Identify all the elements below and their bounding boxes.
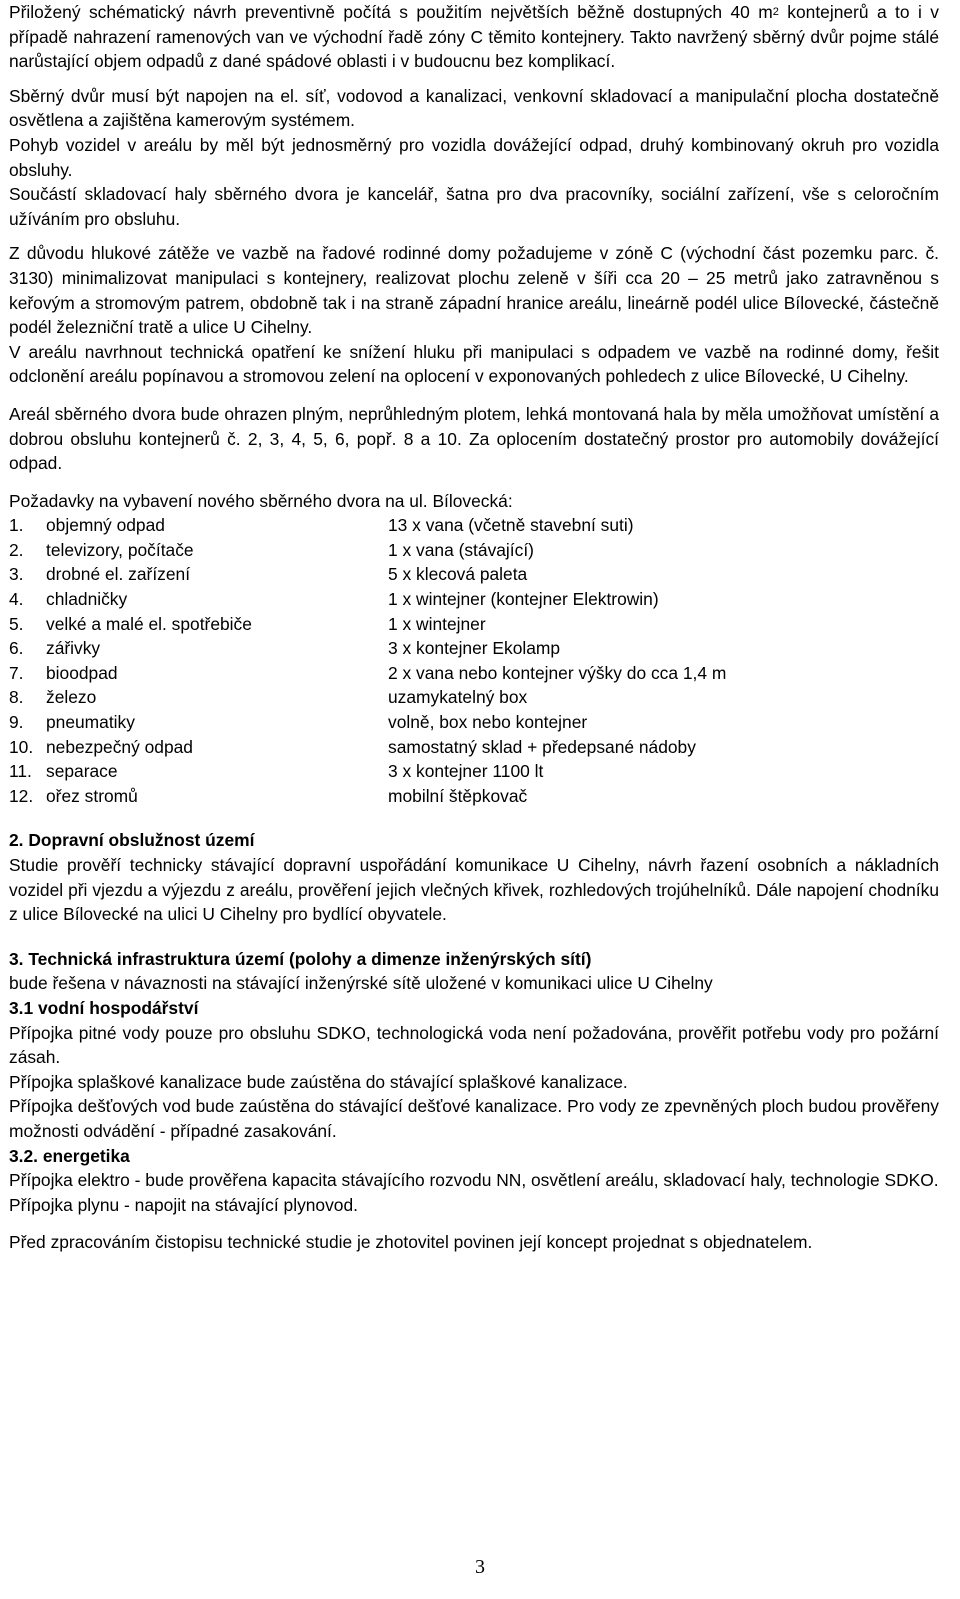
paragraph-noise: Z důvodu hlukové zátěže ve vazbě na řadové rodinné domy požadujeme v zóně C (východní část pozemku parc. č. 3130) minimalizovat manipulaci s kontejnery, realizovat plochu zeleně v šíři cca 20 – 25 metrů jako zatravněnou s keřovým a stromovým patrem, obdobně tak i na straně západní hranice areálu, lineárně podél ulice Bílovecké, částečně podél železniční tratě a ulice U Cihelny. xyxy=(9,243,939,338)
list-item-value: 1 x wintejner (kontejner Elektrowin) xyxy=(388,589,659,610)
list-item-value: 3 x kontejner 1100 lt xyxy=(388,761,544,782)
list-item-num: 11. xyxy=(9,761,32,782)
superscript: 2 xyxy=(772,6,779,18)
list-item-num: 5. xyxy=(9,613,24,634)
list-item-item: pneumatiky xyxy=(46,712,135,733)
list-item-value: 2 x vana nebo kontejner výšky do cca 1,4 m xyxy=(388,662,727,683)
list-item-value: mobilní štěpkovač xyxy=(388,785,528,806)
list-item-value: 5 x klecová paleta xyxy=(388,564,528,585)
list-item-num: 9. xyxy=(9,712,24,733)
section3-heading: 3. Technická infrastruktura území (polohy a dimenze inženýrských sítí) xyxy=(9,948,592,969)
rainwater: Přípojka dešťových vod bude zaústěna do stávající dešťové kanalizace. Pro vody ze zpevněných ploch budou prověřeny možnosti odvádění - případné zasakování. xyxy=(9,1096,939,1141)
list-item xyxy=(9,612,939,637)
list-item-value: 1 x wintejner xyxy=(388,613,486,634)
page-number: 3 xyxy=(475,1556,485,1578)
list-item-item: objemný odpad xyxy=(46,515,165,536)
intro-text-b: kontejnerů a to i v případě nahrazení ramenových van ve východní řadě zóny C těmito kontejnery. Takto navržený sběrný dvůr pojme stálé narůstající objem odpadů z dané spádové oblasti i v budoucnu bez komplikací. xyxy=(9,2,939,72)
section2-text: Studie prověří technicky stávající dopravní uspořádání komunikace U Cihelny, návrh řazení osobních a nákladních vozidel při vjezdu a výjezdu z areálu, prověření jejich vlečných křivek, rozhledových trojúhelníků. Dále napojení chodníku z ulice Bílovecké na ulici U Cihelny pro bydlící obyvatele. xyxy=(9,855,939,925)
requirements-title: Požadavky na vybavení nového sběrného dvora na ul. Bílovecká: xyxy=(9,490,513,511)
list-item-num: 2. xyxy=(9,539,24,560)
list-item xyxy=(9,735,939,760)
list-item xyxy=(9,636,939,661)
list-item-value: 1 x vana (stávající) xyxy=(388,539,534,560)
list-item-item: televizory, počítače xyxy=(46,539,194,560)
list-item xyxy=(9,784,939,809)
section3-intro: bude řešena v návaznosti na stávající inženýrské sítě uložené v komunikaci ulice U Cihelny xyxy=(9,973,713,994)
list-item-num: 1. xyxy=(9,515,24,536)
intro-paragraph xyxy=(9,0,939,74)
list-item xyxy=(9,661,939,686)
list-item-item: nebezpečný odpad xyxy=(46,736,193,757)
section3-1-heading: 3.1 vodní hospodářství xyxy=(9,997,199,1018)
list-item-num: 6. xyxy=(9,638,24,659)
paragraph-hall: Součástí skladovací haly sběrného dvora je kancelář, šatna pro dva pracovníky, sociální zařízení, vše s celoročním užíváním pro obsluhu. xyxy=(9,184,939,229)
list-item-item: separace xyxy=(46,761,118,782)
intro-text-a: Přiložený schématický návrh preventivně počítá s použitím největších běžně dostupných 40 m xyxy=(9,2,773,22)
list-item-value: 3 x kontejner Ekolamp xyxy=(388,638,561,659)
paragraph-noise-measures: V areálu navrhnout technická opatření ke snížení hluku při manipulaci s odpadem ve vazbě na rodinné domy, řešit odclonění areálu popínavou a stromovou zelení na oplocení v exponovaných pohledech z ulice Bílovecké, U Cihelny. xyxy=(9,341,939,387)
paragraph-utilities: Sběrný dvůr musí být napojen na el. síť, vodovod a kanalizaci, venkovní skladovací a manipulační plocha dostatečně osvětlena a zajištěna kamerovým systémem. xyxy=(9,85,939,131)
electricity: Přípojka elektro - bude prověřena kapacita stávajícího rozvodu NN, osvětlení areálu, skladovací haly, technologie SDKO. xyxy=(9,1170,939,1191)
section2-heading: 2. Dopravní obslužnost území xyxy=(9,830,255,851)
list-item xyxy=(9,562,939,587)
list-item xyxy=(9,685,939,710)
list-item-item: velké a malé el. spotřebiče xyxy=(46,613,252,634)
paragraph-fence: Areál sběrného dvora bude ohrazen plným, neprůhledným plotem, lehká montovaná hala by měla umožňovat umístění a dobrou obsluhu kontejnerů č. 2, 3, 4, 5, 6, popř. 8 a 10. Za oplocením dostatečný prostor pro automobily dovážející odpad. xyxy=(9,403,939,474)
paragraph-traffic: Pohyb vozidel v areálu by měl být jednosměrný pro vozidla dovážející odpad, druhý kombinovaný okruh pro vozidla obsluhy. xyxy=(9,134,939,180)
list-item xyxy=(9,759,939,784)
list-item-num: 8. xyxy=(9,687,24,708)
list-item-value: samostatný sklad + předepsané nádoby xyxy=(388,736,696,757)
list-item-num: 7. xyxy=(9,662,24,683)
water-supply: Přípojka pitné vody pouze pro obsluhu SDKO, technologická voda není požadována, prověřit potřebu vody pro požární zásah. xyxy=(9,1022,939,1068)
sewage: Přípojka splaškové kanalizace bude zaústěna do stávající splaškové kanalizace. xyxy=(9,1071,628,1092)
closing-paragraph: Před zpracováním čistopisu technické studie je zhotovitel povinen její koncept projednat s objednatelem. xyxy=(9,1232,813,1253)
document-page xyxy=(9,0,939,1255)
list-item-value: 13 x vana (včetně stavební suti) xyxy=(388,515,634,536)
list-item-item: bioodpad xyxy=(46,662,118,683)
list-item-item: železo xyxy=(46,687,97,708)
list-item-num: 4. xyxy=(9,589,24,610)
list-item-num: 3. xyxy=(9,564,24,585)
list-item-num: 12. xyxy=(9,785,34,806)
list-item-item: zářivky xyxy=(46,638,101,659)
gas: Přípojka plynu - napojit na stávající plynovod. xyxy=(9,1194,358,1215)
requirements-list xyxy=(9,513,939,808)
list-item-value: uzamykatelný box xyxy=(388,687,528,708)
list-item-value: volně, box nebo kontejner xyxy=(388,712,588,733)
list-item-item: drobné el. zařízení xyxy=(46,564,191,585)
section3-2-heading: 3.2. energetika xyxy=(9,1145,130,1166)
list-item xyxy=(9,587,939,612)
list-item xyxy=(9,710,939,735)
list-item xyxy=(9,513,939,538)
list-item-item: chladničky xyxy=(46,589,128,610)
list-item-num: 10. xyxy=(9,736,34,757)
list-item xyxy=(9,538,939,563)
list-item-item: ořez stromů xyxy=(46,785,138,806)
